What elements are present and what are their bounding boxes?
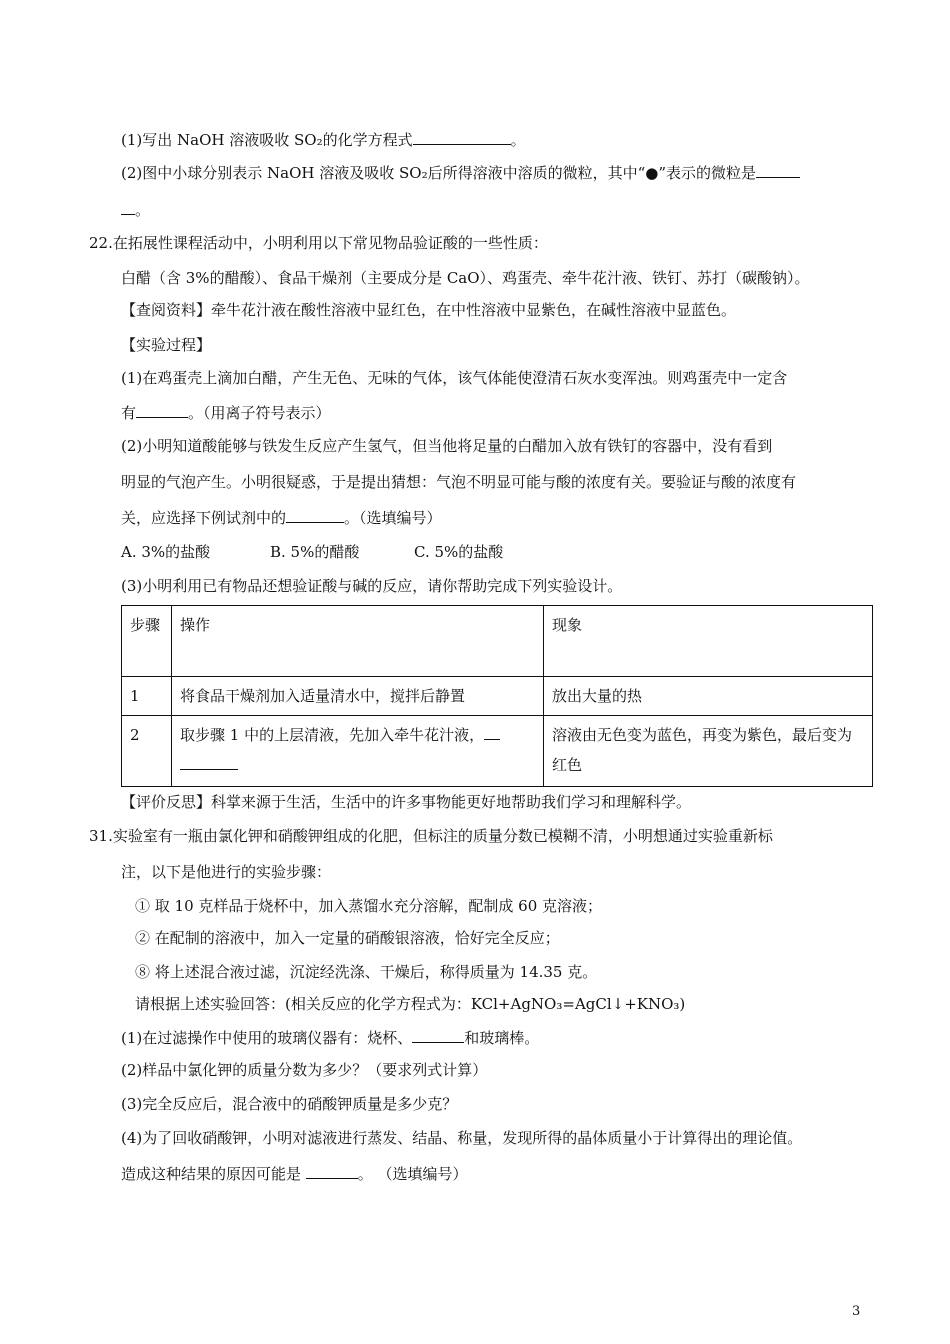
- q22-p2-line3-end: 。（选填编号）: [344, 509, 442, 527]
- q31-sub4-line2-end: 。 （选填编号）: [357, 1165, 468, 1183]
- q22-reflection: 【评价反思】科掌来源于生活，生活中的许多事物能更好地帮助我们学习和理解科学。: [121, 793, 692, 811]
- q31-step-3: ⑧ 将上述混合液过滤，沉淀经洗涤、干燥后，称得质量为 14.35 克。: [135, 963, 598, 981]
- q22-p3: (3)小明利用已有物品还想验证酸与碱的反应，请你帮助完成下列实验设计。: [121, 577, 623, 595]
- answer-blank[interactable]: [484, 725, 500, 740]
- table-row: [122, 716, 873, 787]
- operation-cell: 将食品干燥剂加入适量清水中，搅拌后静置: [172, 677, 544, 716]
- q31-step-1: ① 取 10 克样品于烧杯中，加入蒸馏水充分溶解，配制成 60 克溶液；: [135, 897, 603, 915]
- answer-blank[interactable]: [180, 755, 238, 770]
- experiment-table: [121, 605, 873, 787]
- q22-p1-line2-end: 。（用离子符号表示）: [188, 404, 331, 422]
- header-phenomenon: 现象: [544, 606, 873, 677]
- operation-cell: [172, 716, 544, 787]
- q31-sub3: (3)完全反应后，混合液中的硝酸钾质量是多少克？: [121, 1095, 458, 1113]
- q31-sub1-end: 和玻璃棒。: [464, 1029, 540, 1047]
- q22-p1-line1: (1)在鸡蛋壳上滴加白醋，产生无色、无味的气体，该气体能使澄清石灰水变浑浊。则鸡蛋壳中一定含: [121, 369, 788, 387]
- q22-option-c: C. 5%的盐酸: [414, 543, 504, 561]
- answer-blank[interactable]: [121, 200, 135, 215]
- q22-p2-line3-start: 关，应选择下例试剂中的: [121, 509, 287, 527]
- q22-title: 22.在拓展性课程活动中，小明利用以下常见物品验证酸的一些性质：: [89, 234, 548, 252]
- answer-blank[interactable]: [286, 508, 344, 523]
- q31-sub1-start: (1)在过滤操作中使用的玻璃仪器有：烧杯、: [121, 1029, 413, 1047]
- pre-question-2-cont: [121, 200, 150, 220]
- answer-blank[interactable]: [756, 163, 800, 178]
- pre-question-1: [121, 130, 526, 150]
- q22-option-b: B. 5%的醋酸: [270, 543, 360, 561]
- phenomenon-cell: 溶液由无色变为蓝色，再变为紫色，最后变为红色: [544, 716, 873, 787]
- pre-q2-text: (2)图中小球分别表示 NaOH 溶液及吸收 SO₂后所得溶液中溶质的微粒，其中“●”表示的微粒是: [121, 164, 757, 182]
- q22-p2-line1: (2)小明知道酸能够与铁发生反应产生氢气，但当他将足量的白醋加入放有铁钉的容器中，没有看到: [121, 437, 773, 455]
- q22-option-a: A. 3%的盐酸: [121, 543, 211, 561]
- q31-sub2: (2)样品中氯化钾的质量分数为多少？（要求列式计算）: [121, 1061, 488, 1079]
- q22-info: 【查阅资料】牵牛花汁液在酸性溶液中显红色，在中性溶液中显紫色，在碱性溶液中显蓝色。: [121, 301, 737, 319]
- q31-line1: 31.实验室有一瓶由氯化钾和硝酸钾组成的化肥，但标注的质量分数已模糊不清，小明想通过实验重新标: [89, 827, 773, 845]
- phenomenon-cell: 放出大量的热: [544, 677, 873, 716]
- operation-text: 取步骤 1 中的上层清液，先加入牵牛花汁液，: [180, 726, 485, 744]
- q22-p2-line2: 明显的气泡产生。小明很疑惑，于是提出猜想：气泡不明显可能与酸的浓度有关。要验证与酸的浓度有: [121, 473, 797, 491]
- q31-prompt: 请根据上述实验回答：(相关反应的化学方程式为：KCl+AgNO₃=AgCl↓+KNO₃): [135, 995, 686, 1013]
- pre-q1-end: 。: [510, 131, 526, 149]
- step-cell: 2: [122, 716, 172, 787]
- q31-step-2: ② 在配制的溶液中，加入一定量的硝酸银溶液，恰好完全反应；: [135, 929, 560, 947]
- q31-line2: 注，以下是他进行的实验步骤：: [121, 863, 332, 881]
- answer-blank[interactable]: [412, 1028, 464, 1043]
- q31-sub1: [121, 1028, 539, 1048]
- q22-p2-line3: [121, 508, 442, 528]
- page-number: 3: [852, 1304, 861, 1319]
- table-row: [122, 677, 873, 716]
- q22-p1-line2: [121, 403, 331, 423]
- answer-blank[interactable]: [136, 403, 188, 418]
- pre-q2-end: 。: [135, 201, 151, 219]
- table-header-row: [122, 606, 873, 677]
- q22-p1-line2-start: 有: [121, 404, 137, 422]
- q22-process-heading: 【实验过程】: [121, 336, 212, 354]
- q31-sub4-line2-start: 造成这种结果的原因可能是: [121, 1165, 306, 1183]
- header-operation: 操作: [172, 606, 544, 677]
- pre-q1-text: (1)写出 NaOH 溶液吸收 SO₂的化学方程式: [121, 131, 413, 149]
- answer-blank[interactable]: [306, 1164, 358, 1179]
- q31-sub4-line1: (4)为了回收硝酸钾，小明对滤液进行蒸发、结晶、称量，发现所得的晶体质量小于计算得出的理论值。: [121, 1129, 803, 1147]
- header-step: 步骤: [122, 606, 172, 677]
- pre-question-2: [121, 163, 800, 183]
- step-cell: 1: [122, 677, 172, 716]
- answer-blank[interactable]: [413, 130, 511, 145]
- q22-materials: 白醋（含 3%的醋酸）、食品干燥剂（主要成分是 CaO）、鸡蛋壳、牵牛花汁液、铁钉、苏打（碳酸钠）。: [121, 269, 810, 287]
- q31-sub4-line2: [121, 1164, 468, 1184]
